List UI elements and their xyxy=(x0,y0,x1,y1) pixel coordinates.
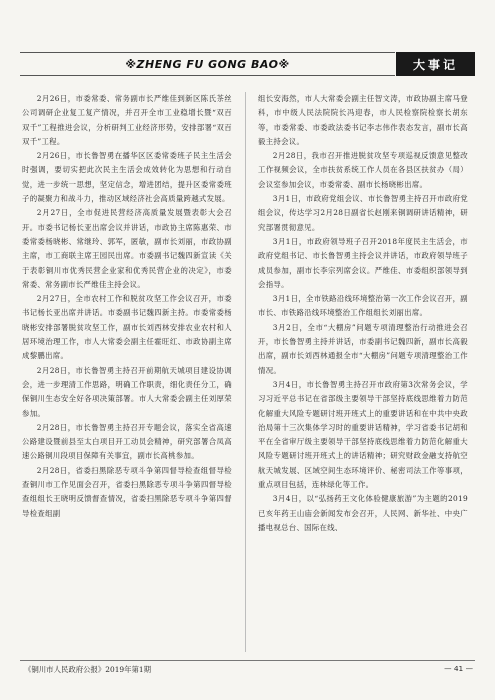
news-entry: 3月2日，全市“大棚房”问题专项清理整治行动推进会召开，市长鲁智勇主持并讲话，市委副书记魏四新，副市长高毅出席，副市长刘西林通报全市“大棚房”问题专项清理整治工作情况。 xyxy=(258,322,468,375)
news-entry: 2月28日，市长鲁智勇主持召开前期航天城项目建设协调会，进一步理清工作思路，明确工作职责，细化责任分工，确保铜川生态安全好各项决策部署。市人大常委会副主任刘厚荣参加。 xyxy=(22,365,232,418)
news-entry: 2月28日，市长鲁智勇主持召开专题会议，落实全省高速公路建设暨前县至太白项目开工动员会精神，研究部署合凤高速公路铜川段项目保障有关事宜，副市长高桃参加。 xyxy=(22,422,232,461)
news-entry: 2月26日，市长鲁智勇在播华区区委常委班子民主生活会时强调，要切实把此次民主生活会成效转化为思想和行动自觉，进一步统一思想，坚定信念，增进团结，提升区委常委班子的凝聚力和战斗力，推动区域经济社会高质量跨越式发展。 xyxy=(22,151,232,204)
right-column xyxy=(258,92,468,652)
news-entry: 3月4日，市长鲁智勇主持召开市政府第3次常务会议，学习习近平总书记在省部级主要领导干部坚持底线思维着力防范化解重大风险专题研讨班开班式上的重要讲话和在中共中央政治局第十三次集体学习时的重要讲话精神，学习省委书记胡和平在全省审厅级主要领导干部坚持底线思维着力防范化解重大风险专题研讨班开班式上的讲话精神；研究财政金融支持航空航天城发展、区域空间生态环境评价、秘密司法工作等事项，重点项目包括，连林绿化等工作。 xyxy=(258,379,468,490)
news-entry: 3月4日，以“弘扬药王文化体验健康旅游”为主题的2019已亥年药王山庙会新闻发布会召开，人民网、新华社、中央广播电视总台、国际在线、 xyxy=(258,494,468,532)
news-entry: 3月1日，市政府领导班子召开2018年度民主生活会，市政府党组书记、市长鲁智勇主持会议并讲话，市政府领导班子成员参加，副市长李宗列席会议。严维佳、市委组织部领导到会指导。 xyxy=(258,236,468,289)
page-header xyxy=(20,52,475,76)
news-entry: 2月27日，全市农村工作和脱贫攻坚工作会议召开，市委书记杨长亚出席并讲话。市委副书记魏四新主持。市委常委杨晓彬安排部署脱贫攻坚工作，副市长刘西林安排农业农村和人居环境治理工作，市人大常委会副主任霍旺红、市政协副主席成黎鹏出席。 xyxy=(22,294,232,361)
section-label: 大事记 xyxy=(396,52,475,76)
news-entry: 3月1日，市政府党组会议、市长鲁智勇主持召开市政府党组会议，传达学习2月28日副省长赵刚来铜调研讲话精神，研究部署贯彻意见。 xyxy=(258,194,468,232)
news-entry: 2月27日，全市促进民营经济高质量发展暨表彰大会召开。市委书记杨长亚出席会议并讲话，市政协主席陈惠荣、市委常委杨晓彬、常继玲、郭军，匿敏，副市长刘丽，市政协副主席，市工商联主席王园民出席。市委副书记魏四新宣读《关于表彰铜川市优秀民营企业家和优秀民营企业的决定》，市委常委、常务副市长严维佳主持会议。 xyxy=(22,208,232,289)
page-footer xyxy=(20,660,475,675)
article-body xyxy=(22,92,474,652)
footer-publication: 《铜川市人民政府公报》2019年第1期 xyxy=(24,665,151,674)
journal-title-bar xyxy=(20,52,395,76)
news-entry: 3月1日，全市铁路沿线环境整治第一次工作会议召开，副市长、市铁路沿线环境整治工作组组长刘丽出席。 xyxy=(258,294,468,318)
news-entry: 组长安海然，市人大常委会副主任智文涛，市政协副主席马登科，市中级人民法院院长冯迎春，市人民检察院检察长胡东等，市委常委、市委政法委书记李志伟作表态发言，副市长高毅主持会议。 xyxy=(258,94,468,146)
journal-title: ※ZHENG FU GONG BAO※ xyxy=(125,57,290,71)
news-entry: 2月28日，我市召开推进脱贫攻坚专项巡视反馈意见整改工作视频会议，全市扶贫系统工作人员在各县区扶贫办（局）会议室参加会议，市委常委、副市长杨晓彬出席。 xyxy=(258,151,468,189)
column-divider xyxy=(245,92,246,652)
news-entry: 2月28日，省委扫黑除恶专项斗争第四督导检查组督导检查铜川市工作见面会召开，省委扫黑除恶专项斗争第四督导检查组组长王晓明反馈督查情况，省委扫黑除恶专项斗争第四督导检查组副 xyxy=(22,465,232,518)
news-entry: 2月26日，市委常委、常务副市长严维佳到新区陈氏茶丝公司调研企业复工复产情况，并召开全市工业稳增长暨“双百双千”工程推进会议，分析研判工业经济形势，安排部署“双百双千”工程。 xyxy=(22,94,232,146)
left-column xyxy=(22,92,232,652)
page-number: — 41 — xyxy=(444,664,473,673)
